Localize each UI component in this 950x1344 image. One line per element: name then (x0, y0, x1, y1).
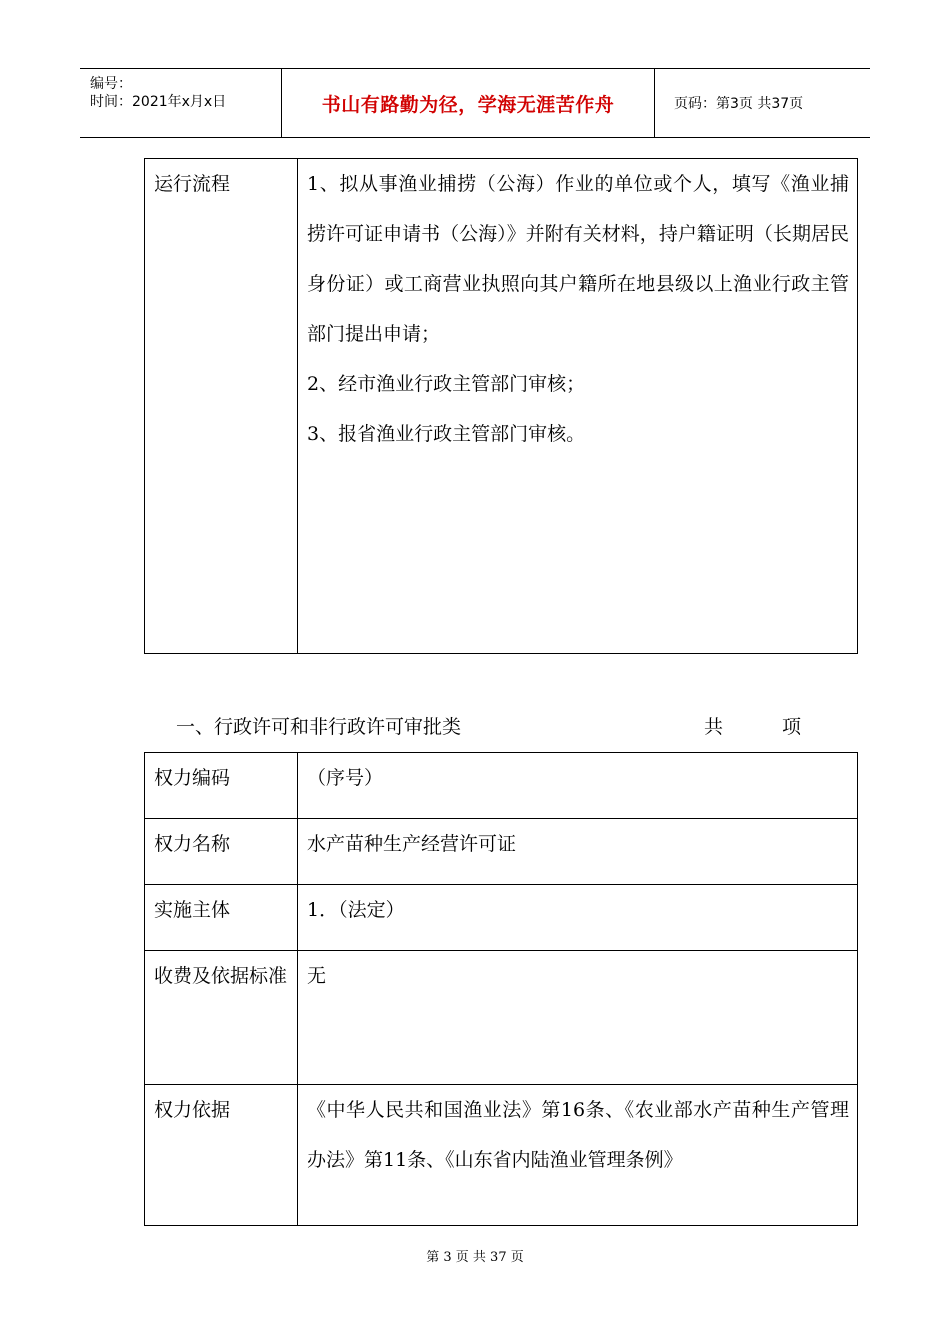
table-row (145, 819, 858, 885)
process-label: 运行流程 (145, 159, 298, 654)
section-gong: 共 (704, 716, 724, 738)
process-content (298, 159, 858, 654)
basis-label: 权力依据 (145, 1085, 298, 1226)
power-code-label: 权力编码 (145, 753, 298, 819)
subject-value: 1．（法定） (298, 885, 858, 951)
section-xiang: 项 (782, 716, 802, 738)
power-name-value: 水产苗种生产经营许可证 (298, 819, 858, 885)
fee-value: 无 (298, 951, 858, 1085)
process-step-3: 3、报省渔业行政主管部门审核。 (307, 423, 586, 445)
process-table (144, 158, 858, 654)
section-heading (176, 712, 816, 746)
table-row (145, 885, 858, 951)
fee-label: 收费及依据标准 (145, 951, 298, 1085)
table-row (145, 159, 858, 654)
process-step-1: 1、拟从事渔业捕捞（公海）作业的单位或个人，填写《渔业捕捞许可证申请书（公海）》并附有关材料，持户籍证明（长期居民身份证）或工商营业执照向其户籍所在地县级以上渔业行政主管部门提出申请； (307, 173, 849, 345)
power-code-value: （序号） (298, 753, 858, 819)
table-row (145, 951, 858, 1085)
basis-text: 《中华人民共和国渔业法》第16条、《农业部水产苗种生产管理办法》第11条、《山东省内陆渔业管理条例》 (307, 1099, 849, 1171)
header-meta (80, 69, 280, 137)
motto-text: 书山有路勤为径，学海无涯苦作舟 (321, 93, 615, 116)
page-footer: 第 3 页 共 37 页 (426, 1250, 524, 1265)
header-motto-cell (281, 69, 655, 137)
section-title: 一、行政许可和非行政许可审批类 (176, 716, 462, 738)
power-table (144, 752, 858, 1226)
subject-label: 实施主体 (145, 885, 298, 951)
time-label: 时间：2021年x月x日 (90, 94, 227, 110)
page-label: 页码：第3页 共37页 (674, 96, 804, 112)
page-header (80, 68, 870, 138)
table-row (145, 753, 858, 819)
number-label: 编号： (90, 76, 132, 92)
basis-value (298, 1085, 858, 1226)
process-step-2: 2、经市渔业行政主管部门审核； (307, 373, 586, 395)
power-name-label: 权力名称 (145, 819, 298, 885)
table-row (145, 1085, 858, 1226)
header-page-cell (664, 69, 870, 137)
